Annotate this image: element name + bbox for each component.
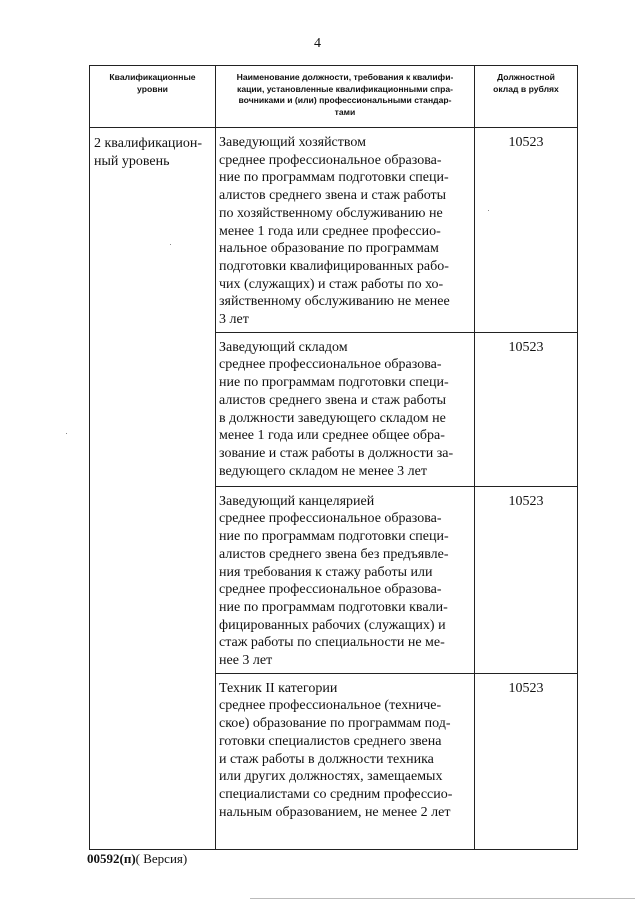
document-footer bbox=[87, 851, 187, 867]
header-line: Наименование должности, требования к квалифи- bbox=[236, 72, 454, 82]
header-line: кации, установленные квалификационными спра- bbox=[237, 83, 453, 94]
desc-line: или других должностях, замещаемых bbox=[219, 769, 443, 785]
desc-line: стаж работы по специальности не ме- bbox=[219, 635, 445, 651]
table-row bbox=[90, 128, 578, 333]
scan-speck bbox=[170, 244, 171, 245]
desc-line: среднее профессиональное образова- bbox=[219, 582, 442, 598]
desc-line: нальное образование по программам bbox=[219, 241, 439, 257]
header-position bbox=[216, 66, 475, 128]
desc-line: нее 3 лет bbox=[219, 653, 273, 669]
desc-line: среднее профессиональное образова- bbox=[219, 511, 442, 527]
desc-line: Заведующий хозяйством bbox=[219, 135, 366, 150]
desc-line: Заведующий канцелярией bbox=[219, 493, 375, 509]
desc-line: подготовки квалифицированных рабо- bbox=[219, 258, 449, 274]
salary-cell: 10523 bbox=[475, 486, 578, 673]
desc-line: ское) образование по программам под- bbox=[219, 716, 451, 732]
desc-line: ние по программам подготовки специ- bbox=[219, 529, 449, 545]
footer-code: 00592(п) bbox=[87, 851, 136, 866]
desc-line: менее 1 года или среднее общее обра- bbox=[219, 428, 445, 444]
salary-cell: 10523 bbox=[475, 128, 578, 333]
position-cell bbox=[216, 332, 475, 486]
qualification-table bbox=[89, 65, 578, 850]
header-line: уровни bbox=[137, 83, 168, 94]
page-number: 4 bbox=[314, 36, 321, 51]
desc-line: среднее профессиональное образова- bbox=[219, 152, 442, 168]
desc-line: ведующего складом не менее 3 лет bbox=[219, 463, 427, 479]
position-cell bbox=[216, 128, 475, 333]
level-line: ный уровень bbox=[94, 153, 170, 169]
desc-line: алистов среднего звена и стаж работы bbox=[219, 392, 447, 408]
footer-version: ( Версия) bbox=[135, 851, 188, 866]
desc-line: 3 лет bbox=[219, 312, 249, 328]
desc-line: зяйственному обслуживанию не менее bbox=[219, 294, 450, 310]
header-line: оклад в рублях bbox=[493, 83, 559, 94]
desc-line: в должности заведующего складом не bbox=[219, 410, 446, 426]
desc-line: зование и стаж работы в должности за- bbox=[219, 445, 454, 461]
position-cell bbox=[216, 486, 475, 673]
desc-line: среднее профессиональное (техниче- bbox=[219, 698, 442, 714]
desc-line: среднее профессиональное образова- bbox=[219, 357, 442, 373]
scan-speck bbox=[488, 210, 489, 211]
desc-line: нальным образованием, не менее 2 лет bbox=[219, 804, 451, 820]
scan-edge-line bbox=[250, 898, 635, 899]
desc-line: фицированных рабочих (служащих) и bbox=[219, 617, 446, 633]
desc-line: ния требования к стажу работы или bbox=[219, 564, 433, 580]
desc-line: алистов среднего звена и стаж работы bbox=[219, 188, 447, 204]
desc-line: ние по программам подготовки специ- bbox=[219, 375, 449, 391]
table-header-row bbox=[90, 66, 578, 128]
desc-line: ние по программам подготовки квали- bbox=[219, 599, 448, 615]
desc-line: Заведующий складом bbox=[219, 339, 348, 355]
desc-line: ние по программам подготовки специ- bbox=[219, 170, 449, 186]
header-salary bbox=[475, 66, 578, 128]
desc-line: специалистами со средним профессио- bbox=[219, 786, 453, 802]
desc-line: алистов среднего звена без предъявле- bbox=[219, 546, 449, 562]
desc-line: менее 1 года или среднее профессио- bbox=[219, 223, 441, 239]
level-line: 2 квалификацион- bbox=[94, 136, 203, 151]
salary-cell: 10523 bbox=[475, 332, 578, 486]
desc-line: и стаж работы в должности техника bbox=[219, 751, 434, 767]
header-level bbox=[90, 66, 216, 128]
header-line: вочниками и (или) профессиональными стандар- bbox=[238, 95, 452, 105]
scan-speck bbox=[66, 433, 67, 434]
header-line: тами bbox=[334, 106, 356, 117]
desc-line: готовки специалистов среднего звена bbox=[219, 733, 442, 749]
qualification-level-cell bbox=[90, 128, 216, 850]
desc-line: чих (служащих) и стаж работы по хо- bbox=[219, 276, 444, 292]
header-line: Должностной bbox=[497, 72, 555, 82]
salary-cell: 10523 bbox=[475, 673, 578, 849]
desc-line: по хозяйственному обслуживанию не bbox=[219, 205, 443, 221]
position-cell bbox=[216, 673, 475, 849]
header-line: Квалификационные bbox=[109, 72, 196, 82]
desc-line: Техник II категории bbox=[219, 680, 338, 696]
